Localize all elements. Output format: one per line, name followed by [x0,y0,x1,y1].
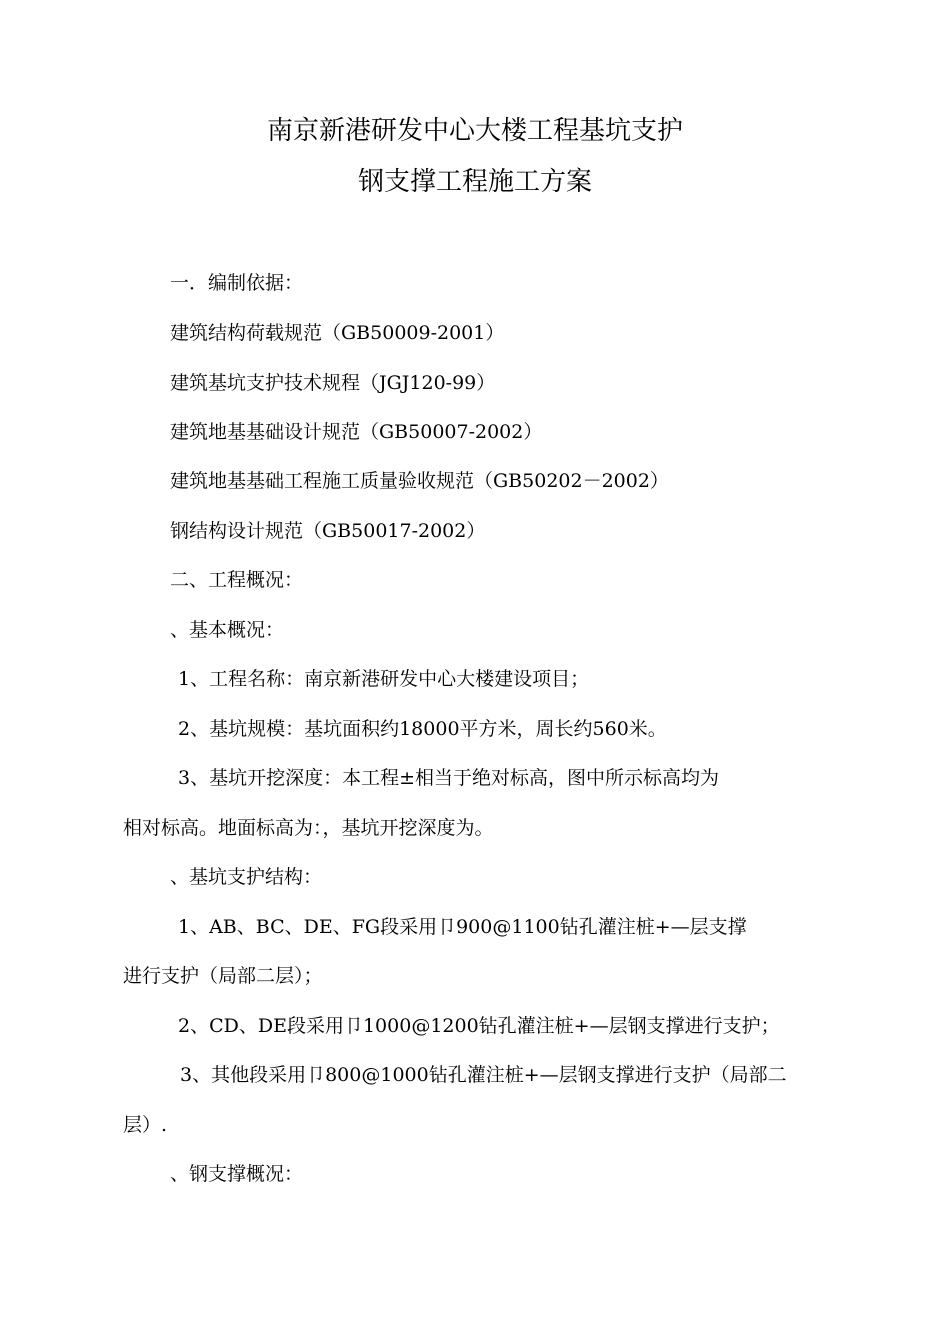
reference-item: 钢结构设计规范（GB50017-2002） [170,520,486,542]
paragraph-line: 层）. [123,1114,168,1136]
section-heading-basis: 一．编制依据： [170,272,304,294]
subheading-basic-overview: 、基本概况： [170,619,285,641]
reference-item: 建筑地基基础设计规范（GB50007-2002） [170,421,543,443]
paragraph-line: 进行支护（局部二层）； [123,965,323,987]
paragraph-line: 3、基坑开挖深度：本工程±相当于绝对标高，图中所示标高均为 [178,767,720,789]
paragraph-line: 3、其他段采用卩800@1000钻孔灌注桩+—层钢支撑进行支护（局部二 [180,1064,787,1086]
paragraph-line: 2、CD、DE段采用卩1000@1200钻孔灌注桩+—层钢支撑进行支护； [178,1015,780,1037]
reference-item: 建筑地基基础工程施工质量验收规范（GB50202－2002） [170,470,669,492]
reference-item: 建筑基坑支护技术规程（JGJ120-99） [170,372,496,394]
paragraph-line: 相对标高。地面标高为：，基坑开挖深度为。 [123,817,494,839]
subheading-support-structure: 、基坑支护结构： [170,866,323,888]
subheading-steel-support: 、钢支撑概况： [170,1163,304,1185]
paragraph-line: 1、工程名称：南京新港研发中心大楼建设项目； [178,668,590,690]
section-heading-overview: 二、工程概况： [170,569,304,591]
document-title-line-1: 南京新港研发中心大楼工程基坑支护 [266,116,683,146]
paragraph-line: 2、基坑规模：基坑面积约18000平方米，周长约560米。 [178,718,667,740]
reference-item: 建筑结构荷载规范（GB50009-2001） [170,322,505,344]
paragraph-line: 1、AB、BC、DE、FG段采用卩900@1100钻孔灌注桩+—层支撑 [178,916,747,938]
document-title-line-2: 钢支撑工程施工方案 [357,167,592,197]
